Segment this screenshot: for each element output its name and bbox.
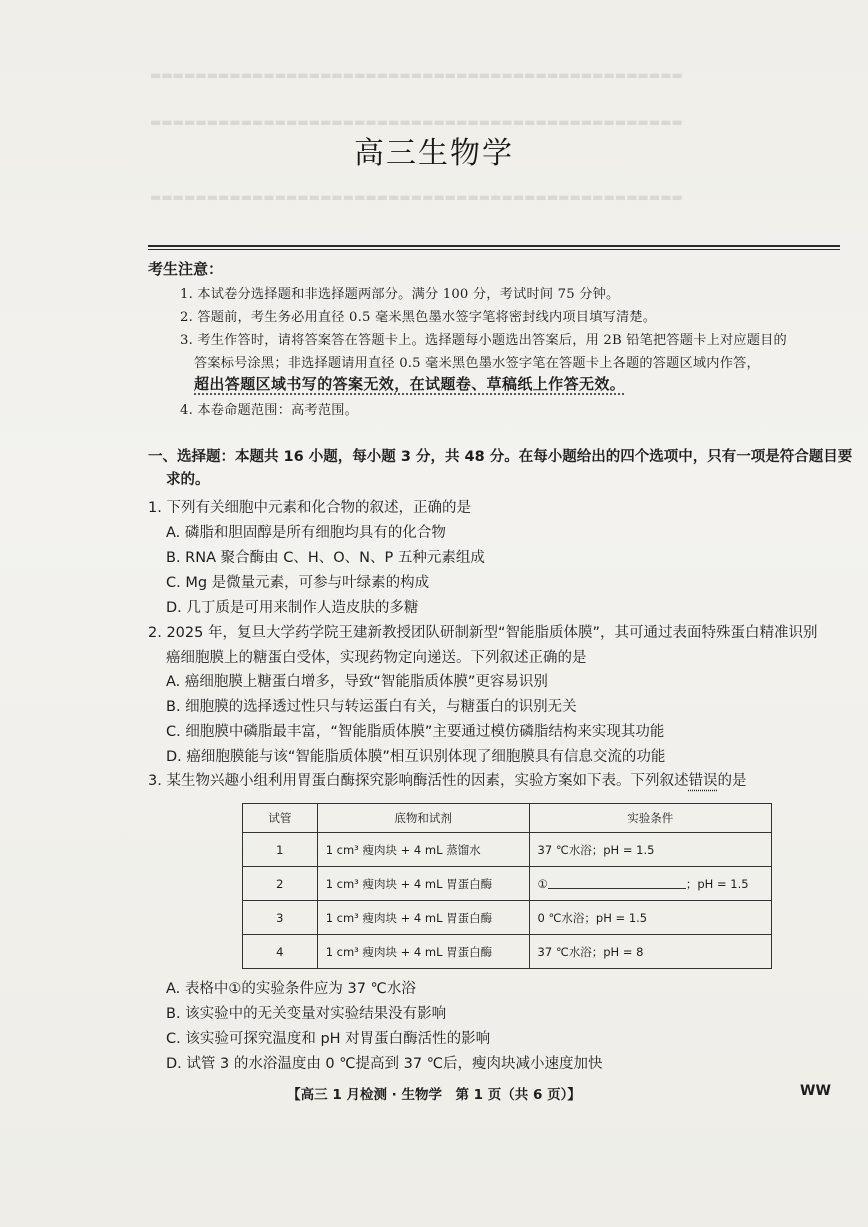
table-cell: 0 ℃水浴；pH = 1.5 xyxy=(529,901,771,935)
table-cell: 1 xyxy=(243,833,318,867)
table-header-cell: 试管 xyxy=(243,804,318,833)
fill-in-blank xyxy=(548,876,686,889)
question-1-option-d: D. 几丁质是可用来制作人造皮肤的多糖 xyxy=(166,600,419,616)
notice-heading: 考生注意： xyxy=(148,260,224,278)
table-row xyxy=(243,833,772,867)
table-cell: 37 ℃水浴；pH = 1.5 xyxy=(529,833,771,867)
question-2-stem-continued: 癌细胞膜上的糖蛋白受体，实现药物定向递送。下列叙述正确的是 xyxy=(166,650,587,666)
blank-suffix: ；pH = 1.5 xyxy=(685,876,749,891)
table-row xyxy=(243,867,772,901)
table-cell: 37 ℃水浴；pH = 8 xyxy=(529,935,771,969)
question-3-stem-end: 的是 xyxy=(717,773,747,789)
question-1-option-c: C. Mg 是微量元素，可参与叶绿素的构成 xyxy=(166,575,430,591)
table-header-cell: 实验条件 xyxy=(529,804,771,833)
experiment-table xyxy=(242,803,772,969)
page-title: 高三生物学 xyxy=(354,136,514,171)
notice-item: 2. 答题前，考生务必用直径 0.5 毫米黑色墨水签字笔将密封线内项目填写清楚。 xyxy=(180,310,657,325)
table-cell: 1 cm³ 瘦肉块 + 4 mL 蒸馏水 xyxy=(317,833,529,867)
table-cell-blank xyxy=(529,867,771,901)
question-3-option-d: D. 试管 3 的水浴温度由 0 ℃提高到 37 ℃后，瘦肉块减小速度加快 xyxy=(166,1056,603,1072)
question-3-stem xyxy=(148,769,746,790)
section-heading-continued: 求的。 xyxy=(166,472,210,488)
table-header-cell: 底物和试剂 xyxy=(317,804,529,833)
bleed-through-text: ▬▬▬▬▬▬▬▬▬▬▬▬▬▬▬▬▬▬▬▬▬▬▬▬▬▬▬▬▬▬▬▬▬▬▬▬▬▬▬▬▬▬▬▬▬▬▬ xyxy=(150,115,683,129)
table-row xyxy=(243,901,772,935)
question-2-option-c: C. 细胞膜中磷脂最丰富，“智能脂质体膜”主要通过模仿磷脂结构来实现其功能 xyxy=(166,724,665,740)
header-rule-thick xyxy=(148,245,840,247)
table-cell: 1 cm³ 瘦肉块 + 4 mL 胃蛋白酶 xyxy=(317,901,529,935)
table-row xyxy=(243,935,772,969)
bleed-through-text: ▬▬▬▬▬▬▬▬▬▬▬▬▬▬▬▬▬▬▬▬▬▬▬▬▬▬▬▬▬▬▬▬▬▬▬▬▬▬▬▬▬▬▬▬▬▬▬ xyxy=(150,190,683,204)
question-3-emphasis: 错误 xyxy=(688,773,718,789)
notice-emphasis: 超出答题区域书写的答案无效，在试题卷、草稿纸上作答无效。 xyxy=(194,375,626,393)
notice-item-continued: 答案标号涂黑；非选择题请用直径 0.5 毫米黑色墨水签字笔在答题卡上各题的答题区域内作答， xyxy=(194,356,760,371)
table-cell: 2 xyxy=(243,867,318,901)
question-2-option-d: D. 癌细胞膜能与该“智能脂质体膜”相互识别体现了细胞膜具有信息交流的功能 xyxy=(166,749,666,765)
page-footer: 【高三 1 月检测 · 生物学 第 1 页（共 6 页）】 xyxy=(287,1087,581,1103)
footer-code: WW xyxy=(800,1083,831,1099)
table-cell: 4 xyxy=(243,935,318,969)
question-2-option-b: B. 细胞膜的选择透过性只与转运蛋白有关，与糖蛋白的识别无关 xyxy=(166,699,577,715)
question-3-option-c: C. 该实验可探究温度和 pH 对胃蛋白酶活性的影响 xyxy=(166,1031,491,1047)
header-rule-thin xyxy=(148,249,840,250)
bleed-through-text: ▬▬▬▬▬▬▬▬▬▬▬▬▬▬▬▬▬▬▬▬▬▬▬▬▬▬▬▬▬▬▬▬▬▬▬▬▬▬▬▬▬▬▬▬▬▬▬ xyxy=(150,68,683,82)
notice-item: 3. 考生作答时，请将答案答在答题卡上。选择题每小题选出答案后，用 2B 铅笔把答题卡上对应题目的 xyxy=(180,333,787,348)
table-header-row xyxy=(243,804,772,833)
notice-item: 4. 本卷命题范围：高考范围。 xyxy=(180,403,359,418)
question-1-option-a: A. 磷脂和胆固醇是所有细胞均具有的化合物 xyxy=(166,525,446,541)
question-3-option-a: A. 表格中①的实验条件应为 37 ℃水浴 xyxy=(166,981,416,997)
question-1-option-b: B. RNA 聚合酶由 C、H、O、N、P 五种元素组成 xyxy=(166,550,485,566)
notice-item: 1. 本试卷分选择题和非选择题两部分。满分 100 分，考试时间 75 分钟。 xyxy=(180,287,620,302)
question-2-option-a: A. 癌细胞膜上糖蛋白增多，导致“智能脂质体膜”更容易识别 xyxy=(166,674,548,690)
question-3-stem-text: 3. 某生物兴趣小组利用胃蛋白酶探究影响酶活性的因素，实验方案如下表。下列叙述 xyxy=(148,773,689,789)
table-cell: 1 cm³ 瘦肉块 + 4 mL 胃蛋白酶 xyxy=(317,867,529,901)
question-1-stem: 1. 下列有关细胞中元素和化合物的叙述，正确的是 xyxy=(148,500,471,516)
section-heading: 一、选择题：本题共 16 小题，每小题 3 分，共 48 分。在每小题给出的四个选项中，只有一项是符合题目要 xyxy=(148,449,853,465)
question-3-option-b: B. 该实验中的无关变量对实验结果没有影响 xyxy=(166,1006,447,1022)
question-2-stem: 2. 2025 年，复旦大学药学院王建新教授团队研制新型“智能脂质体膜”，其可通过表面特殊蛋白精准识别 xyxy=(148,625,818,641)
table-cell: 1 cm³ 瘦肉块 + 4 mL 胃蛋白酶 xyxy=(317,935,529,969)
blank-marker: ① xyxy=(537,876,548,891)
table-cell: 3 xyxy=(243,901,318,935)
